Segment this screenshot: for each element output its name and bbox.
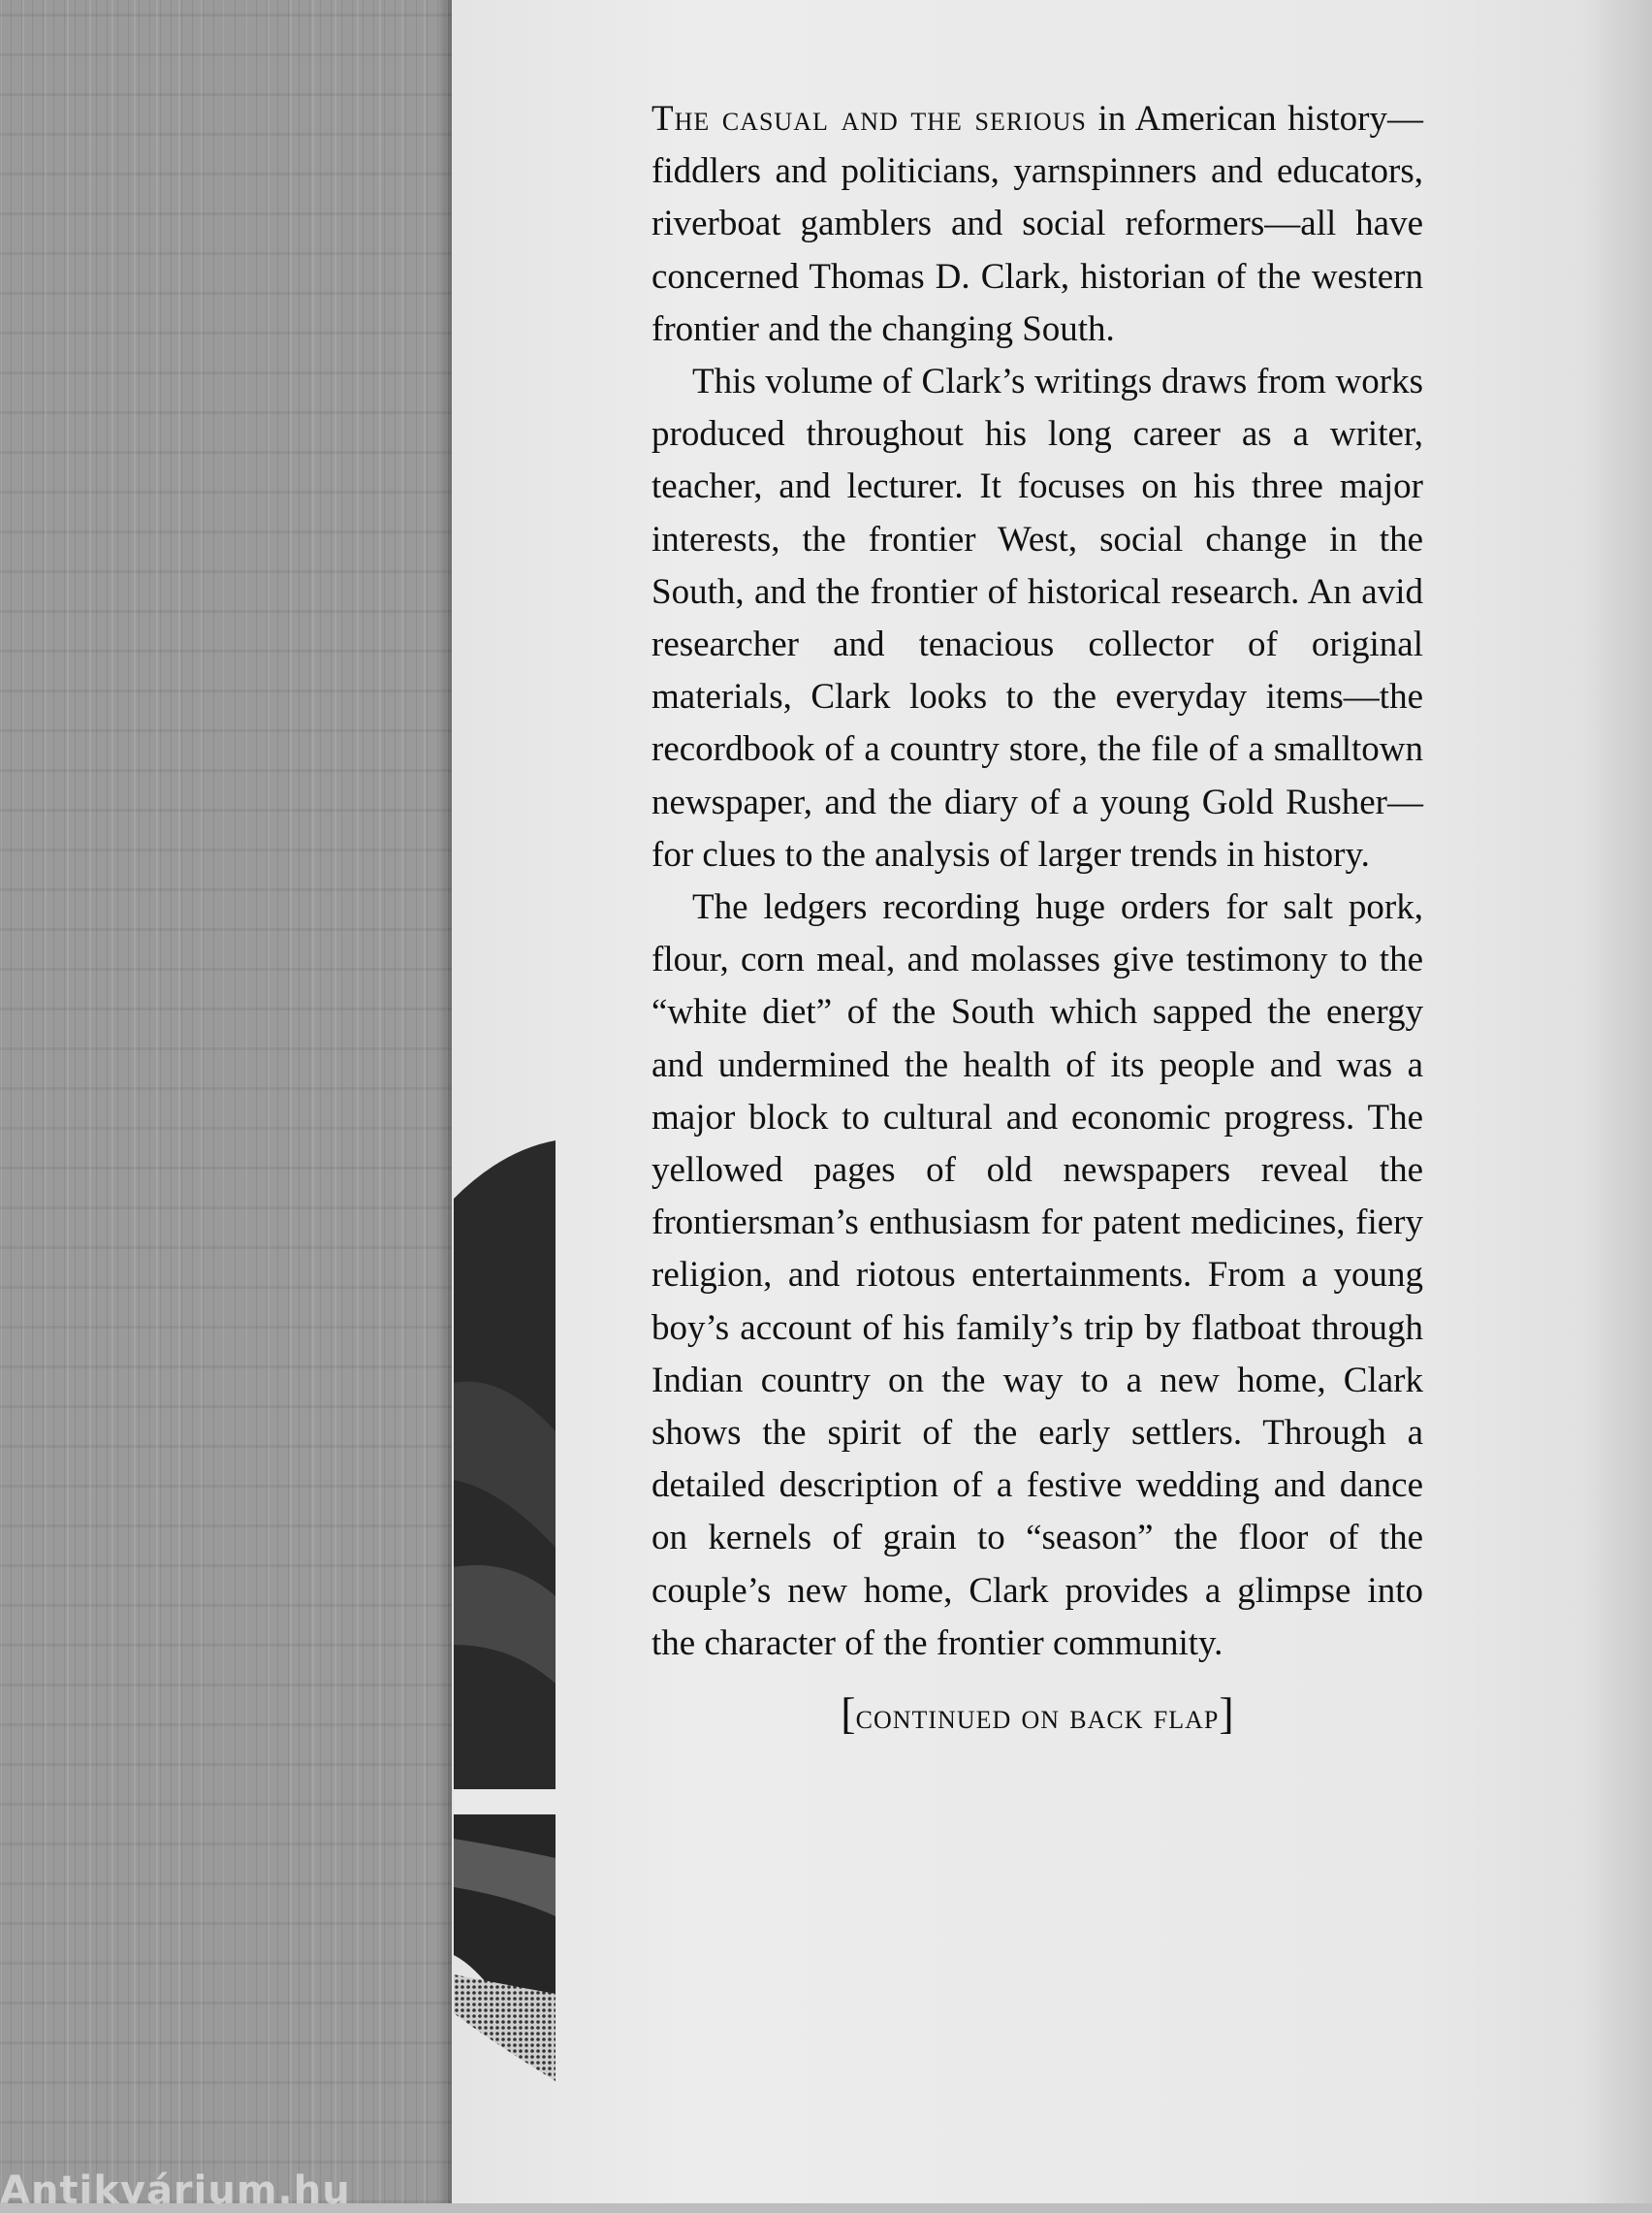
book-board-texture (0, 0, 454, 2203)
bracket-open: [ (841, 1688, 856, 1739)
flap-text (651, 93, 1423, 1744)
paragraph-1 (651, 93, 1423, 356)
continued-text: continued on back flap (855, 1697, 1220, 1738)
flap-edge-shadow (1584, 0, 1652, 2203)
lead-small-caps: The casual and the serious (651, 99, 1087, 139)
cover-artwork-sliver (454, 1140, 560, 2081)
paragraph-2: This volume of Clark’s writings draws from works produced throughout his long career as a writer, teacher, and lecturer. It focuses on his three major interests, the frontier West, social change in the South, and the frontier of historical research. An avid researcher and tenacious collector of original materials, Clark looks to the everyday items—the recordbook of a country store, the file of a smalltown newspaper, and the diary of a young Gold Rusher—for clues to the analysis of larger trends in history. (651, 362, 1423, 875)
bracket-close: ] (1219, 1688, 1234, 1739)
continued-note (651, 1687, 1423, 1744)
art-white-stripe (454, 1789, 560, 1814)
watermark: Antikvárium.hu (0, 2168, 351, 2213)
paragraph-3: The ledgers recording huge orders for salt pork, flour, corn meal, and molasses give testimony to the “white diet” of the South which sapped the energy and undermined the health of its people and was a major block to cultural and economic progress. The yellowed pages of old newspapers reveal the frontiersman’s enthusiasm for patent medicines, fiery religion, and riotous entertainments. From a young boy’s account of his family’s trip by flatboat through Indian country on the way to a new home, Clark shows the spirit of the early settlers. Through a detailed description of a festive wedding and dance on kernels of grain to “season” the floor of the couple’s new home, Clark provides a glimpse into the character of the frontier community. (651, 887, 1423, 1663)
paragraph-1-text: in American history—fiddlers and politicians, yarnspinners and educators, riverboat gamblers and social reformers—all have concerned Thomas D. Clark, historian of the western frontier and the changing South. (651, 99, 1424, 349)
